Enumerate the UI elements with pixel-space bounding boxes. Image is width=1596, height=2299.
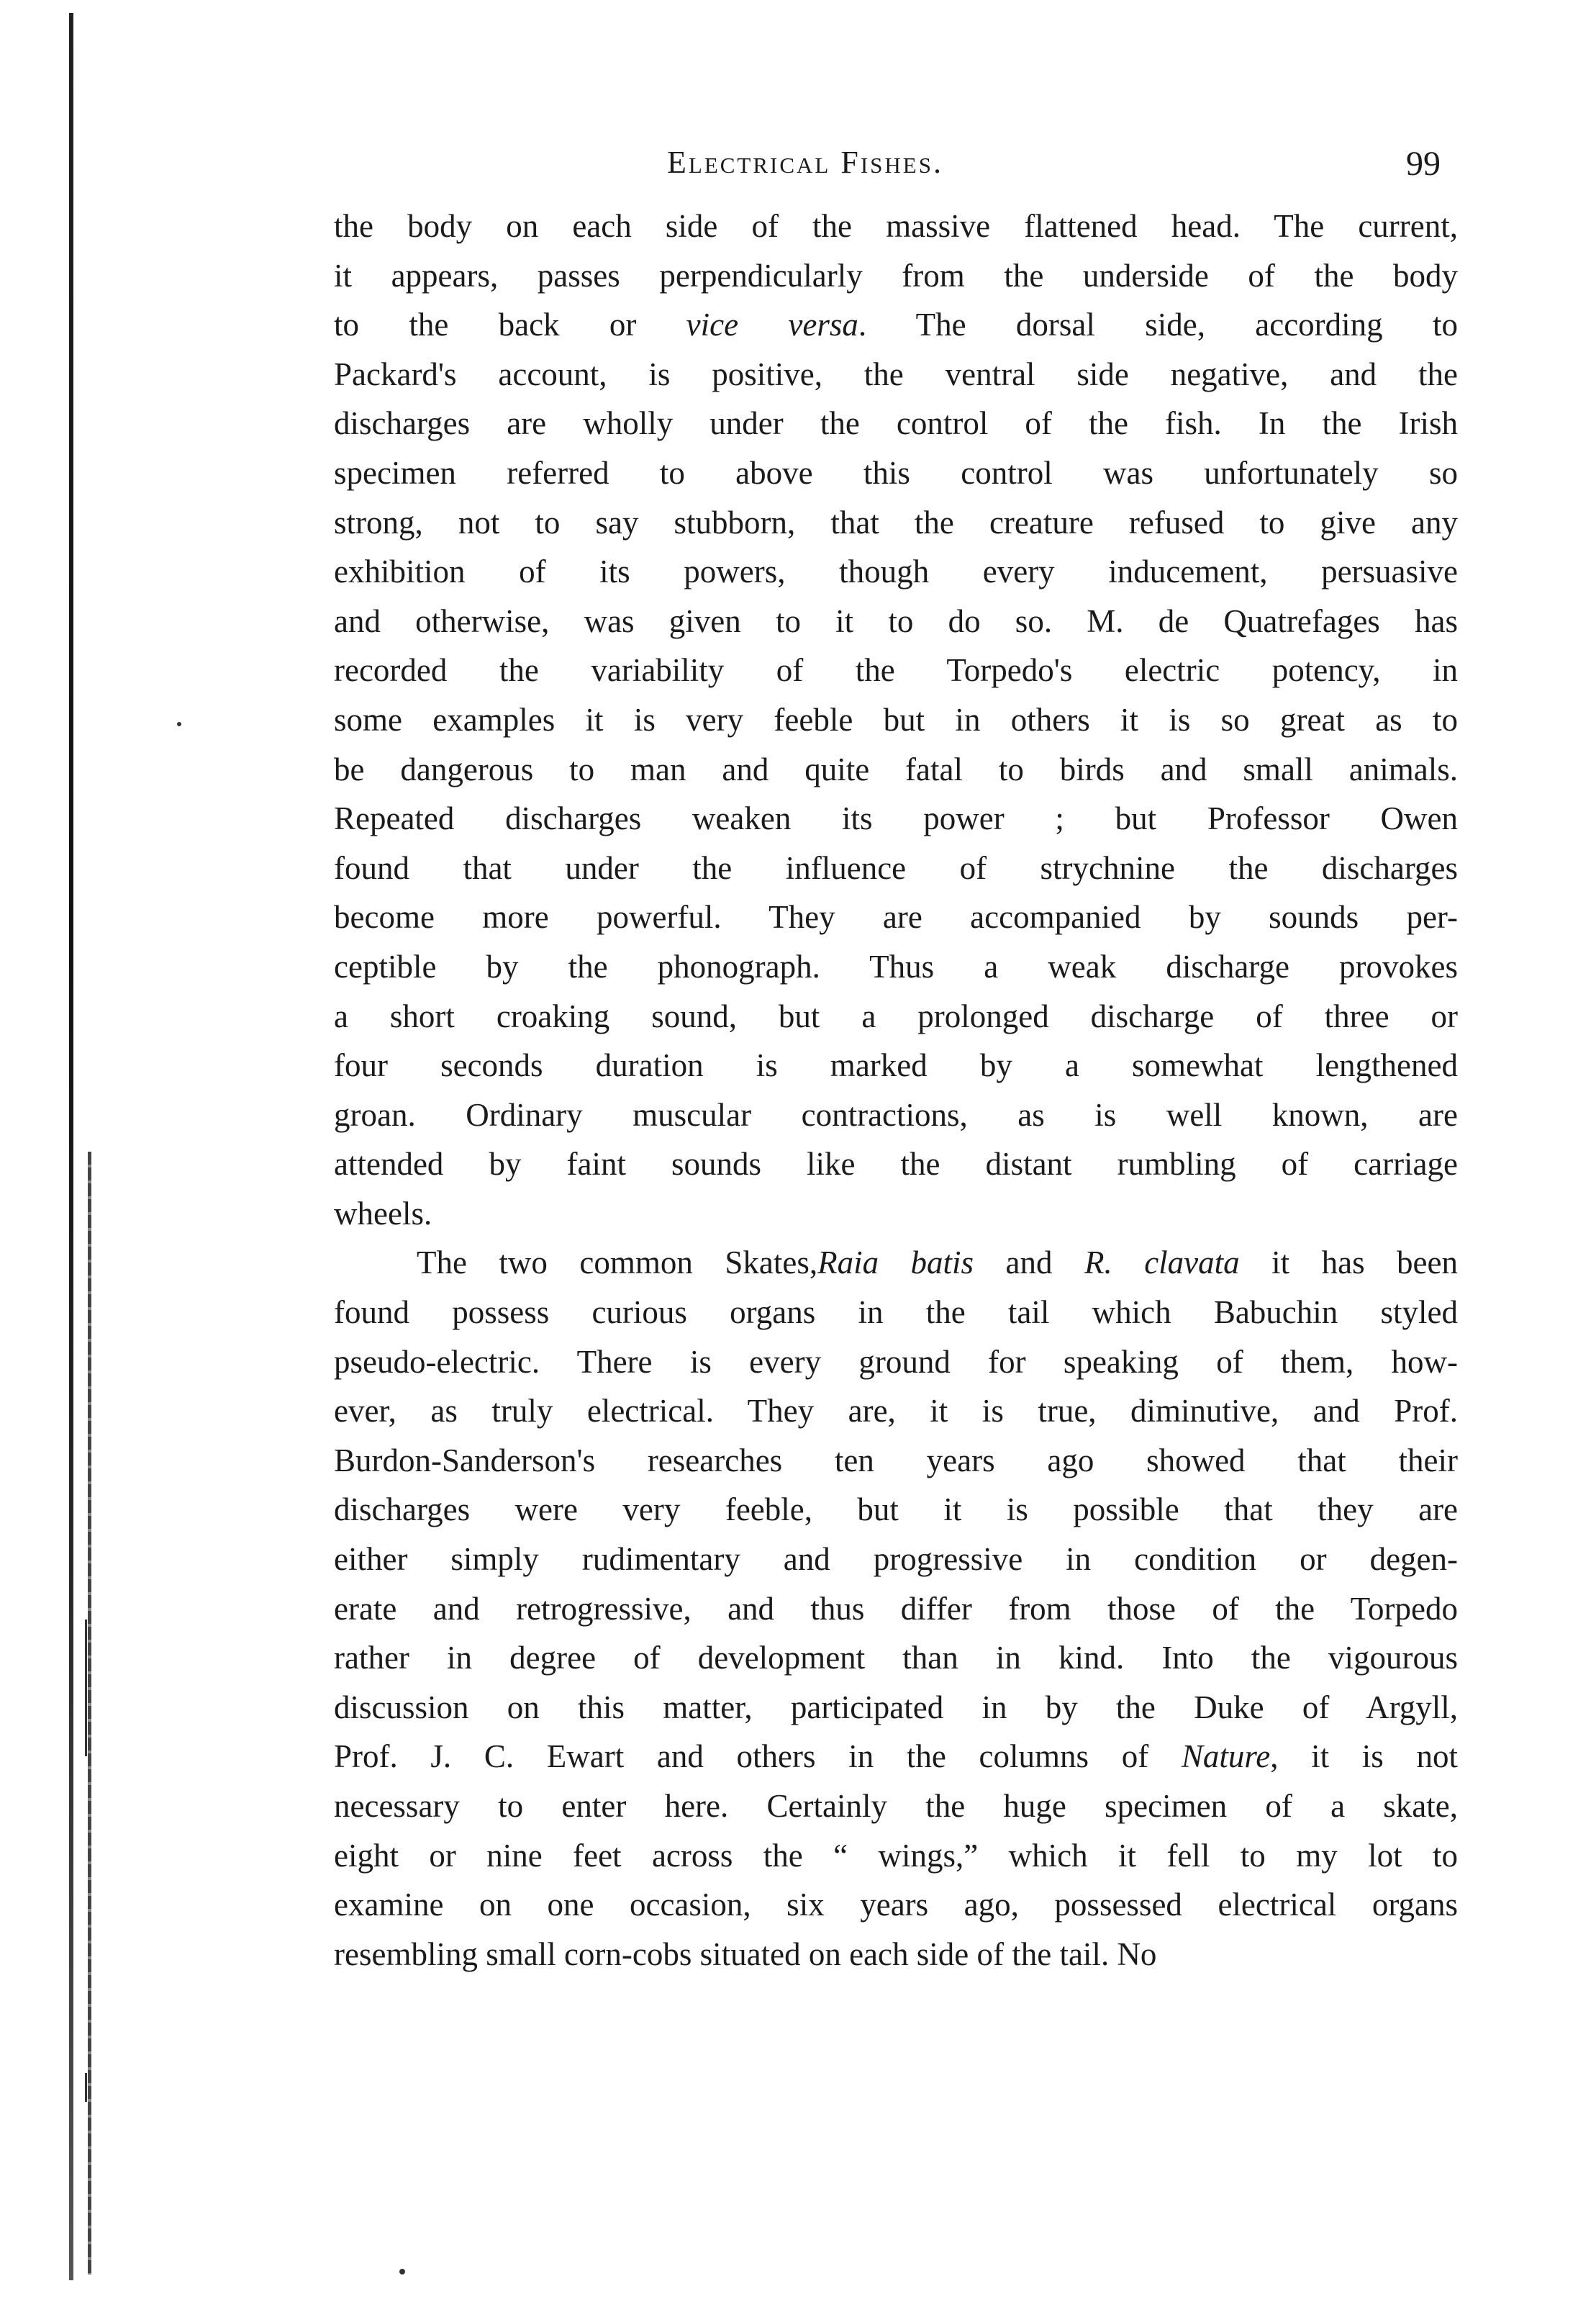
text-line: discharges were very feeble, but it is possible that they are [334, 1491, 1458, 1528]
text-line: attended by faint sounds like the distant rumbling of carriage [334, 1146, 1458, 1183]
scan-speck [399, 2269, 405, 2275]
text-line: strong, not to say stubborn, that the creature refused to give any [334, 504, 1458, 541]
body-text [334, 202, 1458, 1979]
text-line: exhibition of its powers, though every inducement, persuasive [334, 554, 1458, 590]
text-line: specimen referred to above this control was unfortunately so [334, 454, 1458, 491]
text-line: ever, as truly electrical. They are, it is true, diminutive, and Prof. [334, 1393, 1458, 1429]
gutter-mark [85, 2073, 87, 2102]
text-line: eight or nine feet across the “ wings,” which it fell to my lot to [334, 1837, 1458, 1874]
text-line: found possess curious organs in the tail which Babuchin styled [334, 1294, 1458, 1331]
text-line: groan. Ordinary muscular contractions, as is well known, are [334, 1096, 1458, 1133]
text-line: the body on each side of the massive flattened head. The current, [334, 208, 1458, 244]
text-line: and otherwise, was given to it to do so. M. de Quatrefages has [334, 602, 1458, 639]
text-line: examine on one occasion, six years ago, possessed electrical organs [334, 1887, 1458, 1923]
gutter-shadow-line [69, 13, 73, 2280]
text-line: ceptible by the phonograph. Thus a weak discharge provokes [334, 948, 1458, 985]
text-line: resembling small corn-cobs situated on each side of the tail. No [334, 1936, 1157, 1972]
italic-term: Nature [1181, 1738, 1271, 1775]
text-line: necessary to enter here. Certainly the huge specimen of a skate, [334, 1788, 1458, 1824]
text-line: four seconds duration is marked by a somewhat lengthened [334, 1047, 1458, 1084]
text-line: either simply rudimentary and progressive in condition or degen- [334, 1541, 1458, 1578]
text-line: Prof. J. C. Ewart and others in the columns of Nature, it is not [334, 1738, 1458, 1775]
binding-gutter [0, 0, 122, 2299]
text-line: Packard's account, is positive, the ventral side negative, and the [334, 356, 1458, 392]
text-line: discharges are wholly under the control of the fish. In the Irish [334, 405, 1458, 442]
gutter-mark [85, 1620, 87, 1756]
text-line: discussion on this matter, participated in by the Duke of Argyll, [334, 1689, 1458, 1725]
text-line: pseudo-electric. There is every ground for speaking of them, how- [334, 1343, 1458, 1380]
scan-speck [177, 722, 181, 726]
text-line: it appears, passes perpendicularly from the underside of the body [334, 257, 1458, 294]
text-line: a short croaking sound, but a prolonged discharge of three or [334, 998, 1458, 1034]
paragraph [334, 1238, 1458, 1979]
text-line: The two common Skates,Raia batis and R. clavata it has been [417, 1245, 1458, 1281]
paragraph [334, 202, 1458, 1238]
running-head: Electrical Fishes. [667, 145, 943, 180]
italic-term: vice versa [686, 307, 858, 343]
text-line: wheels. [334, 1195, 432, 1232]
text-line: recorded the variability of the Torpedo's electric potency, in [334, 652, 1458, 689]
text-line: become more powerful. They are accompanied by sounds per- [334, 899, 1458, 936]
text-line: rather in degree of development than in kind. Into the vigourous [334, 1640, 1458, 1676]
text-line: Repeated discharges weaken its power ; but Professor Owen [334, 800, 1458, 837]
italic-term: Raia batis [817, 1245, 974, 1281]
text-line: Burdon-Sanderson's researches ten years ago showed that their [334, 1442, 1458, 1478]
text-line: be dangerous to man and quite fatal to birds and small animals. [334, 751, 1458, 787]
italic-term: R. clavata [1084, 1245, 1240, 1281]
text-line: some examples it is very feeble but in others it is so great as to [334, 701, 1458, 738]
text-line: to the back or vice versa. The dorsal side, according to [334, 307, 1458, 343]
text-line: found that under the influence of strychnine the discharges [334, 849, 1458, 886]
page-header [332, 144, 1455, 202]
gutter-edge-line [88, 1152, 91, 2275]
text-line: erate and retrogressive, and thus differ from those of the Torpedo [334, 1590, 1458, 1627]
page-number: 99 [1406, 145, 1441, 183]
